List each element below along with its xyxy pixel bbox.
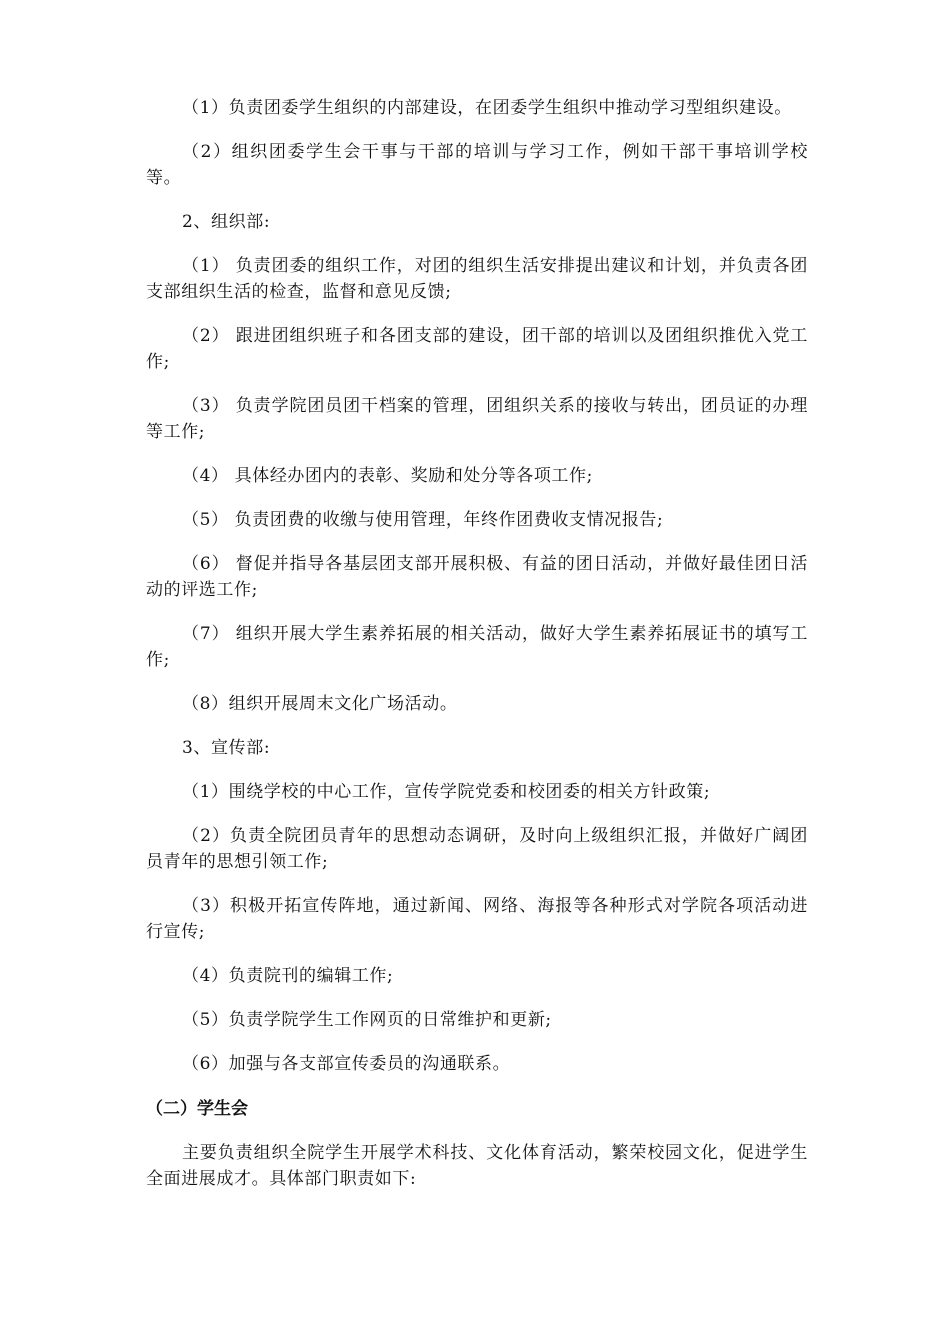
document-page [146, 95, 808, 1192]
paragraph-publicity-item-6: （6）加强与各支部宣传委员的沟通联系。 [182, 1054, 511, 1074]
section-heading-student-union: （二）学生会 [146, 1099, 248, 1119]
paragraph-organization-item-8: （8）组织开展周末文化广场活动。 [182, 694, 458, 714]
paragraph-student-union-intro: 主要负责组织全院学生开展学术科技、文化体育活动，繁荣校园文化，促进学生全面进展成才。具体部门职责如下: [146, 1143, 808, 1189]
subheading-organization-dept: 2、组织部: [182, 212, 271, 232]
paragraph-publicity-item-1: （1）围绕学校的中心工作，宣传学院党委和校团委的相关方针政策; [182, 782, 711, 802]
paragraph-office-item-1: （1）负责团委学生组织的内部建设，在团委学生组织中推动学习型组织建设。 [182, 98, 792, 118]
paragraph-publicity-item-4: （4）负责院刊的编辑工作; [182, 966, 394, 986]
subheading-publicity-dept: 3、宣传部: [182, 738, 271, 758]
paragraph-organization-item-5: （5） 负责团费的收缴与使用管理，年终作团费收支情况报告; [182, 510, 664, 530]
paragraph-organization-item-1: （1） 负责团委的组织工作，对团的组织生活安排提出建议和计划，并负责各团支部组织生活的检查，监督和意见反馈; [146, 256, 808, 302]
paragraph-organization-item-6: （6） 督促并指导各基层团支部开展积极、有益的团日活动，并做好最佳团日活动的评选工作; [146, 554, 808, 600]
paragraph-organization-item-3: （3） 负责学院团员团干档案的管理，团组织关系的接收与转出，团员证的办理等工作; [146, 396, 808, 442]
paragraph-organization-item-2: （2） 跟进团组织班子和各团支部的建设，团干部的培训以及团组织推优入党工作; [146, 326, 808, 372]
paragraph-organization-item-4: （4） 具体经办团内的表彰、奖励和处分等各项工作; [182, 466, 593, 486]
paragraph-publicity-item-5: （5）负责学院学生工作网页的日常维护和更新; [182, 1010, 552, 1030]
paragraph-organization-item-7: （7） 组织开展大学生素养拓展的相关活动，做好大学生素养拓展证书的填写工作; [146, 624, 808, 670]
paragraph-publicity-item-3: （3）积极开拓宣传阵地，通过新闻、网络、海报等各种形式对学院各项活动进行宣传; [146, 896, 808, 942]
paragraph-publicity-item-2: （2）负责全院团员青年的思想动态调研，及时向上级组织汇报，并做好广阔团员青年的思想引领工作; [146, 826, 808, 872]
paragraph-office-item-2: （2）组织团委学生会干事与干部的培训与学习工作，例如干部干事培训学校等。 [146, 142, 808, 188]
